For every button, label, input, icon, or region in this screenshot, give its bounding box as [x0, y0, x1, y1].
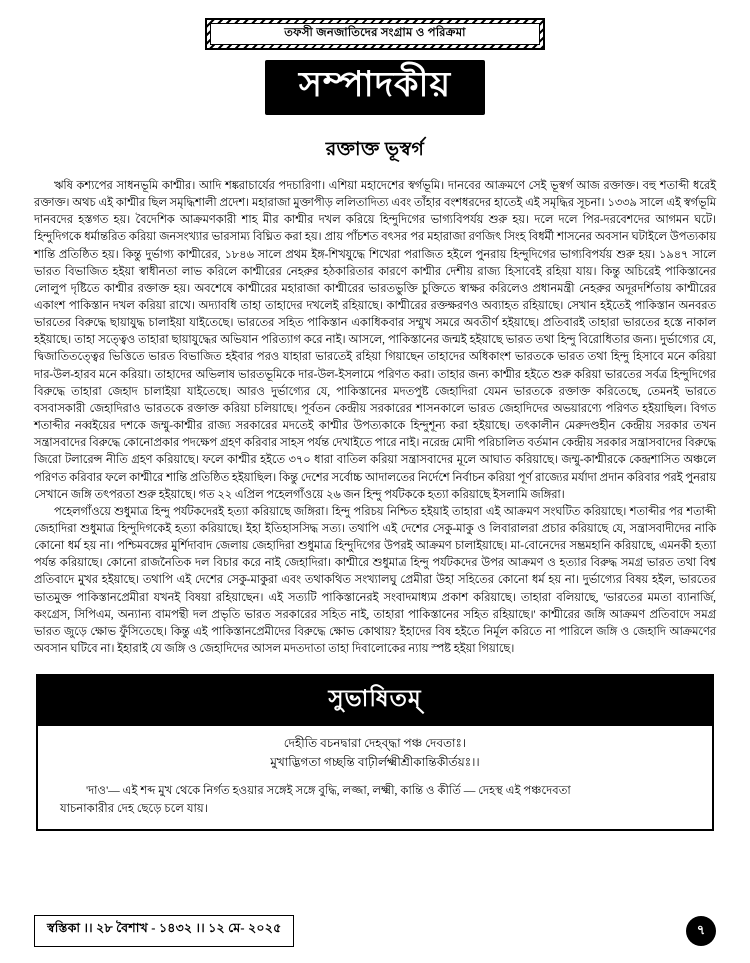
subhashitam-translation — [60, 782, 690, 818]
top-banner — [34, 18, 716, 50]
banner-text: তফসী জনজাতিদের সংগ্রাম ও পরিক্রমা — [210, 23, 540, 45]
article-paragraph: পহেলগাঁওয়ে শুধুমাত্র হিন্দু পর্যটকদেরই হত্যা করিয়াছে জঙ্গিরা। হিন্দু পরিচয় নিশ্চিত হইয়াই তাহারা এই আক্রমণ সংঘটিত করিয়াছে। শতাব্দীর পর শতাব্দী জেহাদিরা শুধুমাত্র হিন্দুদিগকেই হত্যা করিয়াছে। ইহা ইতিহাসসিদ্ধ সত্য। তথাপি এই দেশের সেকু-মাকু ও লিবারালরা প্রচার করিয়াছে যে, সন্ত্রাসবাদীদের নাকি কোনো ধর্ম হয় না। পশ্চিমবঙ্গের মুর্শিদাবাদ জেলায় জেহাদিরা শুধুমাত্র হিন্দুদিগের উপরই আক্রমণ চালাইয়াছে। মা-বোনেদের সম্ভ্রমহানি করিয়াছে, এমনকী হত্যা পর্যন্ত করিয়াছে। কোনো রাজনৈতিক দল বিচার করে নাই জেহাদিরা। কাশ্মীরে শুধুমাত্র হিন্দু পর্যটকদের উপর আক্রমণ ও হত্যার বিরুদ্ধ সমগ্র ভারত তথা বিশ্ব প্রতিবাদে মুখর হইয়াছে। তথাপি এই দেশের সেকু-মাকুরা এবং তথাকথিত সংখ্যালঘু প্রেমীরা উহা সহিতের কোনো ধর্ম হয় না। দুর্ভাগ্যের বিষয় হইল, ভারতের ভাতমুক্ত পাকিস্তানপ্রেমীরা যখনই বিষয়া রহিয়াছেন। এই সত্যটি পাকিস্তানেরই সংবাদমাধ্যম প্রকাশ করিয়াছে। তাহারা বলিয়াছে, 'ভারতের মমতা ব্যানার্জি, কংগ্রেস, সিপিএম, অন্যান্য বামপন্থী দল প্রভৃতি ভারত সরকারের সহিত নাই, তাহারা পাকিস্তানের সহিত রহিয়াছে।' কাশ্মীরের জঙ্গি আক্রমণ প্রতিবাদে সমগ্র ভারত জুড়ে ক্ষোভ ফুঁসিতেছে। কিন্তু এই পাকিস্তানপ্রেমীদের বিরুদ্ধে ক্ষোভ কোথায়? ইহাদের বিষ হইতে নির্মূল করিতে না পারিলে জঙ্গি ও জেহাদি আক্রমণের অবসান ঘটিবে না। ইহারাই যে জঙ্গি ও জেহাদিদের আসল মদতদাতা তাহা দিবালোকের ন্যায় স্পষ্ট হইয়া গিয়াছে। — [34, 505, 716, 656]
page-number-badge: ৭ — [686, 916, 716, 946]
masthead-container — [34, 60, 716, 115]
article-title: রক্তাক্ত ভূস্বর্গ — [325, 138, 425, 160]
masthead-title: সম্পাদকীয় — [265, 60, 485, 115]
subhashitam-heading: সুভাষিতম্ — [38, 676, 712, 726]
subhashitam-translation-line-2: যাচনাকারীর দেহ ছেড়ে চলে যায়। — [60, 801, 208, 815]
article-paragraph: ঋষি কশ্যপের সাধনভূমি কাশ্মীর। আদি শঙ্করাচার্যের পদচারিণা। এশিয়া মহাদেশের স্বর্গভূমি। দানবের আক্রমণে সেই ভূস্বর্গ আজ রক্তাক্ত। বহু শতাব্দী ধরেই রক্তাক্ত। অথচ এই কাশ্মীর ছিল সমৃদ্ধিশালী প্রদেশ। মহারাজা মুক্তাপীড় ললিতাদিত্য এবং তাঁহার বংশধরদের হাতেই এই সমৃদ্ধির সূচনা। ১৩৩৯ সালে এই স্বর্গভূমি দানবদের হস্তগত হয়। বৈদেশিক আক্রমণকারী শাহ মীর কাশ্মীর দখল করিয়ে হিন্দুদিগের ভাগ্যবিপর্যয় শুরু হয়। দলে দলে পির-দরবেশদের আগমন ঘটে। হিন্দুদিগকে ধর্মান্তরিত করিয়া জনসংখ্যার ভারসাম্য বিঘ্নিত করা হয়। প্রায় পাঁচশত বৎসর পর মহারাজা রণজিৎ সিংহ বিধর্মী শাসনের অবসান ঘটাইলে উপত্যকায় শান্তি প্রতিষ্ঠিত হয়। কিন্তু দুর্ভাগ্য কাশ্মীরের, ১৮৪৬ সালে প্রথম ইঙ্গ-শিখযুদ্ধে শিখেরা পরাজিত হইলে পুনরায় হিন্দুদিগের ভাগ্যবিপর্যয় শুরু হয়। ১৯৪৭ সালে ভারত বিভাজিত হইয়া স্বাধীনতা লাভ করিলে কাশ্মীরের নেহরুর হঠকারিতার কারণে কাশ্মীর দেশীয় রাজ্য হিসাবেই রহিয়া যায়। কিন্তু অচিরেই পাকিস্তানের লোলুপ দৃষ্টিতে কাশ্মীর রক্তাক্ত হয়। অবশেষে কাশ্মীরের মহারাজা কাশ্মীরের ভারতভুক্তি চুক্তিতে স্বাক্ষর করিলেও প্রধানমন্ত্রী নেহরুর অদূরদর্শিতায় কাশ্মীরের একাংশ পাকিস্তান দখল করিয়া রাখে। অদ্যাবধি তাহা তাহাদের দখলেই রহিয়াছে। কাশ্মীরের রক্তক্ষরণও অব্যাহত রহিয়াছে। সেখান হইতেই পাকিস্তান অনবরত ভারতের বিরুদ্ধে ছায়াযুদ্ধ চালাইয়া যাইতেছে। ভারতের সহিত পাকিস্তান একাধিকবার সম্মুখ সমরে অবতীর্ণ হইয়াছে। প্রতিবারই তাহারা ভারতের হস্তে নাকাল হইয়াছে। তাহা সত্ত্বেও তাহারা ছায়াযুদ্ধের অভিযান পরিত্যাগ করে নাই। আসলে, পাকিস্তানের জন্মই হইয়াছে ভারত তথা হিন্দু বিরোধিতার জন্য। দুর্ভাগ্যের যে, দ্বিজাতিতত্ত্বের ভিত্তিতে ভারত বিভাজিত হইবার পরও যাহারা ভারতেই রহিয়া গিয়াছেন তাহাদের অধিকাংশ ভারতকে ভারত তথা হিন্দু হিসাবে মনে করিয়া দার-উল-হারব মনে করিয়া। তাহাদের অভিলাষ ভারতভূমিকে দার-উল-ইসলামে পরিণত করা। তাহার জন্য কাশ্মীর হইতে শুরু করিয়া ভারতের সর্বত্র হিন্দুদিগের বিরুদ্ধে তাহারা জেহাদ চালাইয়া যাইতেছে। আরও দুর্ভাগ্যের যে, পাকিস্তানের মদতপুষ্ট জেহাদিরা যেমন ভারতকে রক্তাক্ত করিতেছে, তেমনই ভারতে বসবাসকারী জেহাদিরাও ভারতকে রক্তাক্ত করিয়া চলিয়াছে। পূর্বতন কেন্দ্রীয় সরকারের শাসনকালে ভারত জেহাদিদের অভয়ারণ্যে পরিণত হইয়াছিল। বিগত শতাব্দীর নব্বইয়ের দশকে জম্মু-কাশ্মীর রাজ্য সরকারের মদতেই কাশ্মীর উপত্যকাকে হিন্দুশূন্য করা হইয়াছে। তৎকালীন মেরুদণ্ডহীন কেন্দ্রীয় সরকার তখন সন্ত্রাসবাদের বিরুদ্ধে কোনোপ্রকার পদক্ষেপ গ্রহণ করিবার সাহস পর্যন্ত দেখাইতে পারে নাই। নরেন্দ্র মোদী পরিচালিত বর্তমান কেন্দ্রীয় সরকার সন্ত্রাসবাদের বিরুদ্ধে জিরো টলারেন্স নীতি গ্রহণ করিয়াছে। ফলে কাশ্মীর হইতে ৩৭০ ধারা বাতিল করিয়া সন্ত্রাসবাদের মূলে আঘাত করিয়াছে। জম্মু-কাশ্মীরকে কেন্দ্রশাসিত অঞ্চলে পরিণত করিবার ফলে কাশ্মীরে শান্তি প্রতিষ্ঠিত হইয়াছিল। কিন্তু দেশের সর্বোচ্চ আদালতের নির্দেশে নির্বাচন করিয়া পূর্ণ রাজ্যের মর্যাদা প্রদান করিবার পরই পুনরায় সেখানে জঙ্গি তৎপরতা শুরু হইয়াছে। গত ২২ এপ্রিল পহেলগাঁওয়ে ২৬ জন হিন্দু পর্যটককে হত্যা করিয়াছে ইসলামি জঙ্গিরা। — [34, 179, 716, 501]
subhashitam-verse-line-2: মুখাদ্ভিগতা গচ্ছন্তি বাঢ়ীর্লক্ষ্মীশ্রীকান্তিকীর্তয়ঃ।। — [270, 755, 480, 770]
page-footer — [34, 915, 716, 947]
subhashitam-translation-line-1: 'দাও'— এই শব্দ মুখ থেকে নির্গত হওয়ার সঙ্গেই সঙ্গে বুদ্ধি, লজ্জা, লক্ষ্মী, কান্তি ও কীর্তি — দেহস্থ এই পঞ্চদেবতা — [86, 783, 571, 797]
article-body — [34, 178, 716, 658]
publication-info: স্বস্তিকা ।। ২৮ বৈশাখ - ১৪৩২ ।। ১২ মে- ২০২৫ — [34, 915, 294, 947]
banner-hatched-frame — [205, 18, 545, 50]
subhashitam-box — [36, 674, 714, 830]
subhashitam-verse-line-1: দেহীতি বচনদ্বারা দেহব্দ্ধা পঞ্চ দেবতাঃ। — [283, 736, 467, 751]
